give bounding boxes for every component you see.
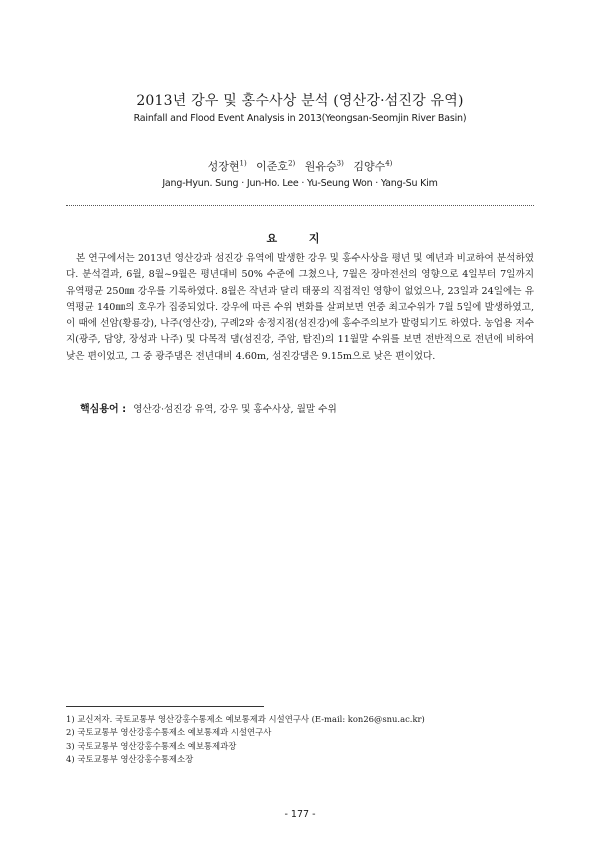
footnote-1: 1) 교신저자. 국토교통부 영산강홍수통제소 예보통제과 시설연구사 (E-mail: kon26@snu.ac.kr) xyxy=(66,714,425,724)
authors-korean xyxy=(0,158,600,174)
footnote-rule xyxy=(66,706,264,707)
paper-title: 2013년 강우 및 홍수사상 분석 (영산강·섬진강 유역) xyxy=(136,93,464,109)
author-2: 이준호$^{2)}$ xyxy=(256,159,296,173)
footnote-4: 4) 국토교통부 영산강홍수통제소장 xyxy=(66,753,194,764)
keywords-text: 영산강·섬진강 유역, 강우 및 홍수사상, 월말 수위 xyxy=(133,404,337,415)
keywords-label: 핵심용어 : xyxy=(80,404,127,415)
footnote-3: 3) 국토교통부 영산강홍수통제소 예보통제과장 xyxy=(66,740,237,751)
author-3: 원유승$^{3)}$ xyxy=(304,159,344,173)
abstract-heading: 요 지 xyxy=(266,232,334,245)
author-1: 성장현$^{1)}$ xyxy=(207,159,247,173)
footnotes xyxy=(66,713,536,766)
abstract-paragraph: 본 연구에서는 2013년 영산강과 섬진강 유역에 발생한 강우 및 홍수사상을 평년 및 예년과 비교하여 분석하였다. 분석결과, 6월, 8월~9월은 평년대비 50% 수준에 그쳤으나, 7월은 장마전선의 영향으로 4일부터 7일까지 유역평균 250㎜ 강우를 기록하였다. 8월은 작년과 달리 태풍의 직접적인 영향이 없었으나, 23일과 24일에는 유역평균 140㎜의 호우가 집중되었다. 강우에 따른 수위 변화를 살펴보면 연중 최고수위가 7월 5일에 발생하였고, 이 때에 선암(황룡강), 나주(영산강), 구례2와 송정지점(섬진강)에 홍수주의보가 발령되기도 하였다. 농업용 저수지(광주, 담양, 장성과 나주) 및 다목적 댐(섬진강, 주암, 탐진)의 11월말 수위를 보면 전반적으로 전년에 비하여 낮은 편이었고, 그 중 광주댐은 전년대비 4.60m, 섬진강댐은 9.15m으로 낮은 편이었다. xyxy=(66,253,534,362)
abstract-body xyxy=(66,251,534,365)
keywords xyxy=(80,400,534,415)
page-number: - 177 - xyxy=(284,809,316,820)
section-divider xyxy=(66,205,534,206)
authors-english: Jang-Hyun. Sung · Jun-Ho. Lee · Yu-Seung Won · Yang-Su Kim xyxy=(162,178,438,189)
paper-subtitle: Rainfall and Flood Event Analysis in 2013(Yeongsan-Seomjin River Basin) xyxy=(133,113,467,124)
footnote-2: 2) 국토교통부 영산강홍수통제소 예보통제과 시설연구사 xyxy=(66,727,272,738)
author-4: 김양수$^{4)}$ xyxy=(353,159,393,173)
